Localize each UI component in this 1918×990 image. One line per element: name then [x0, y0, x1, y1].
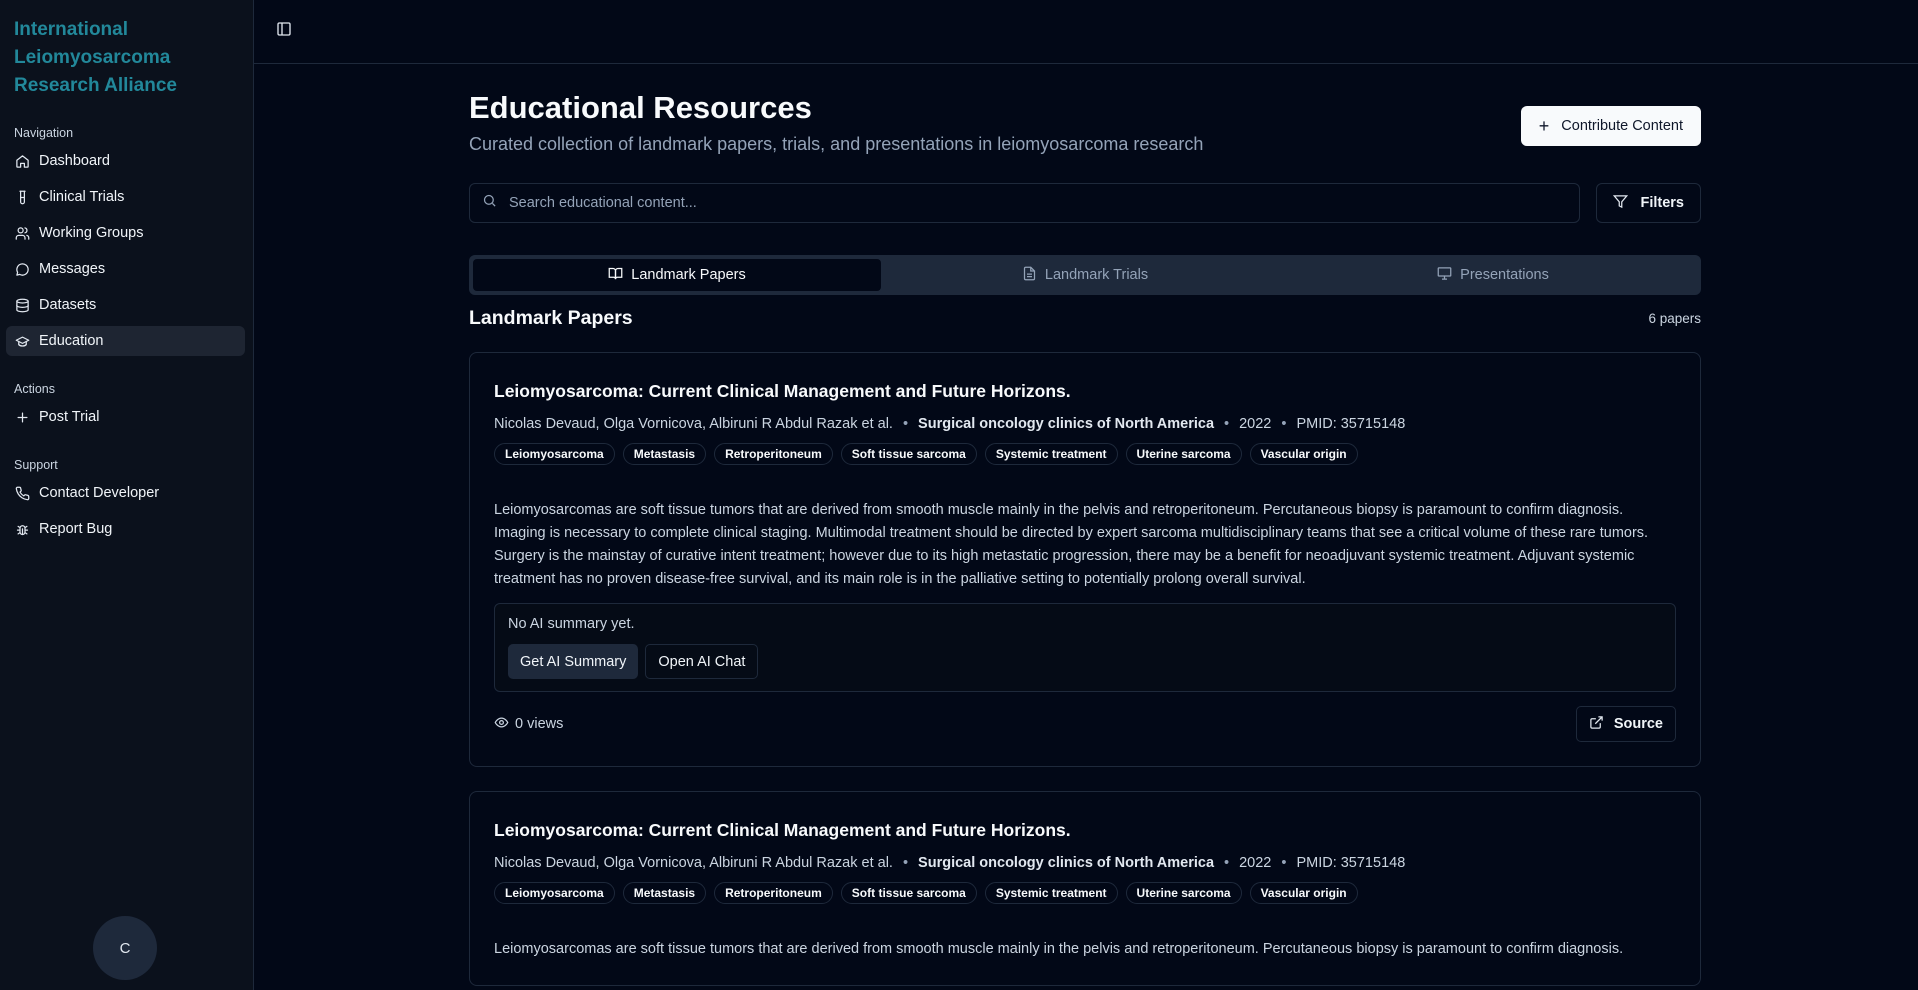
sidebar: [0, 0, 254, 990]
paper-pmid: PMID: 35715148: [1296, 855, 1406, 871]
navigation-label: Navigation: [14, 126, 74, 140]
tag[interactable]: Soft tissue sarcoma: [841, 882, 977, 904]
paper-year: 2022: [1239, 416, 1272, 432]
tag[interactable]: Leiomyosarcoma: [494, 443, 615, 465]
graduation-cap-icon: [14, 333, 30, 349]
page-header: [469, 88, 1701, 155]
main-content: [254, 0, 1918, 990]
views-label: 0 views: [515, 716, 564, 732]
paper-authors: Nicolas Devaud, Olga Vornicova, Albiruni R Abdul Razak et al.: [494, 416, 893, 432]
sidebar-item-report-bug[interactable]: [6, 514, 245, 544]
sidebar-item-clinical-trials[interactable]: [6, 182, 245, 212]
content-tabs: [469, 255, 1701, 295]
message-icon: [14, 261, 30, 277]
paper-meta: [494, 855, 1676, 871]
actions-label: Actions: [14, 382, 55, 396]
file-text-icon: [1022, 266, 1045, 285]
paper-card: [469, 791, 1701, 986]
tag[interactable]: Soft tissue sarcoma: [841, 443, 977, 465]
sidebar-item-label: Clinical Trials: [39, 189, 125, 205]
separator-dot: •: [1281, 855, 1287, 871]
users-icon: [14, 225, 30, 241]
paper-count: 6 papers: [1648, 311, 1701, 326]
sidebar-item-label: Dashboard: [39, 153, 110, 169]
sidebar-item-label: Working Groups: [39, 225, 144, 241]
tab-label: Presentations: [1460, 267, 1549, 283]
paper-footer: [494, 706, 1676, 742]
presentation-icon: [1437, 266, 1460, 285]
tag[interactable]: Uterine sarcoma: [1126, 443, 1242, 465]
paper-journal: Surgical oncology clinics of North America: [918, 855, 1215, 871]
paper-title[interactable]: Leiomyosarcoma: Current Clinical Management and Future Horizons.: [494, 820, 1071, 840]
support-label: Support: [14, 458, 58, 472]
sidebar-item-label: Datasets: [39, 297, 97, 313]
tag[interactable]: Leiomyosarcoma: [494, 882, 615, 904]
separator-dot: •: [902, 416, 909, 432]
plus-icon: [14, 409, 30, 425]
tag[interactable]: Metastasis: [623, 882, 706, 904]
test-tube-icon: [14, 189, 30, 205]
separator-dot: •: [1281, 416, 1287, 432]
sidebar-item-messages[interactable]: [6, 254, 245, 284]
search-icon: [482, 193, 509, 213]
sidebar-item-label: Education: [39, 333, 104, 349]
section-title: Landmark Papers: [469, 307, 633, 329]
tab-label: Landmark Trials: [1044, 267, 1149, 283]
sidebar-item-label: Messages: [39, 261, 106, 277]
tag[interactable]: Uterine sarcoma: [1126, 882, 1242, 904]
plus-icon: +: [1538, 116, 1550, 136]
sidebar-item-working-groups[interactable]: [6, 218, 245, 248]
paper-abstract: Leiomyosarcomas are soft tissue tumors that are derived from smooth muscle mainly in the pelvis and retroperitoneum. Percutaneous biopsy is paramount to confirm diagnosis. Imaging is necessary to complete clinical staging. Multimodal treatment should be directed by expert sarcoma multidisciplinary teams that see a critical volume of these rare tumors. Surgery is the mainstay of curative intent treatment; however due to its high metastatic progression, there may be a benefit for neoadjuvant systemic treatment. Adjuvant systemic treatment has no proven disease-free survival, and its main role is in the palliative setting to potentially prolong overall survival.: [494, 502, 1649, 587]
tag[interactable]: Retroperitoneum: [714, 443, 833, 465]
contribute-content-button[interactable]: [1521, 106, 1701, 146]
views-count: [494, 715, 563, 734]
paper-card: [469, 352, 1701, 767]
page-content: [469, 64, 1701, 986]
sidebar-item-dashboard[interactable]: [6, 146, 245, 176]
external-link-icon: [1589, 715, 1614, 734]
tag[interactable]: Retroperitoneum: [714, 882, 833, 904]
paper-authors: Nicolas Devaud, Olga Vornicova, Albiruni R Abdul Razak et al.: [494, 855, 893, 871]
page-subtitle: Curated collection of landmark papers, trials, and presentations in leiomyosarcoma research: [469, 134, 1204, 154]
ai-summary-box: [494, 603, 1676, 692]
separator-dot: •: [1224, 416, 1230, 432]
tab-landmark-papers[interactable]: [473, 259, 881, 291]
sidebar-item-education[interactable]: [6, 326, 245, 356]
eye-icon: [494, 715, 515, 734]
ai-summary-status: No AI summary yet.: [508, 616, 635, 632]
tab-landmark-trials[interactable]: [881, 259, 1289, 291]
paper-tags: [494, 882, 1676, 904]
phone-icon: [14, 485, 30, 501]
get-ai-summary-button[interactable]: Get AI Summary: [508, 644, 638, 679]
paper-meta: [494, 416, 1676, 432]
filter-icon: [1613, 194, 1640, 213]
tab-presentations[interactable]: [1289, 259, 1697, 291]
paper-title[interactable]: Leiomyosarcoma: Current Clinical Management and Future Horizons.: [494, 381, 1071, 401]
open-ai-chat-button[interactable]: Open AI Chat: [645, 644, 758, 679]
search-box: [469, 183, 1580, 223]
sidebar-item-contact-developer[interactable]: [6, 478, 245, 508]
ai-actions: [508, 644, 1662, 679]
contribute-content-label: Contribute Content: [1561, 118, 1683, 134]
home-icon: [14, 153, 30, 169]
paper-journal: Surgical oncology clinics of North America: [918, 416, 1215, 432]
sidebar-item-label: Report Bug: [39, 521, 113, 537]
avatar[interactable]: C: [93, 916, 157, 980]
sidebar-item-datasets[interactable]: [6, 290, 245, 320]
sidebar-toggle-icon[interactable]: [276, 21, 292, 42]
database-icon: [14, 297, 30, 313]
tag[interactable]: Vascular origin: [1250, 443, 1358, 465]
tab-label: Landmark Papers: [631, 267, 746, 283]
sidebar-item-label: Contact Developer: [39, 485, 160, 501]
search-input[interactable]: [509, 195, 1579, 211]
separator-dot: •: [1224, 855, 1230, 871]
sidebar-item-post-trial[interactable]: [6, 402, 245, 432]
separator-dot: •: [902, 855, 909, 871]
topbar: [254, 0, 1918, 64]
tag[interactable]: Systemic treatment: [985, 882, 1118, 904]
page-title: Educational Resources: [469, 90, 812, 125]
source-label: Source: [1613, 716, 1663, 732]
bug-icon: [14, 521, 30, 537]
tag[interactable]: Systemic treatment: [985, 443, 1118, 465]
tag[interactable]: Vascular origin: [1250, 882, 1358, 904]
brand-name[interactable]: International Leiomyosarcoma Research Alliance: [14, 19, 177, 96]
source-button[interactable]: [1576, 706, 1676, 742]
section-header: [469, 307, 1701, 330]
filters-label: Filters: [1640, 195, 1684, 211]
sidebar-item-label: Post Trial: [39, 409, 100, 425]
paper-year: 2022: [1239, 855, 1272, 871]
tag[interactable]: Metastasis: [623, 443, 706, 465]
paper-pmid: PMID: 35715148: [1296, 416, 1406, 432]
filters-button[interactable]: [1596, 183, 1701, 223]
paper-abstract: Leiomyosarcomas are soft tissue tumors that are derived from smooth muscle mainly in the pelvis and retroperitoneum. Percutaneous biopsy is paramount to confirm diagnosis.: [494, 941, 1624, 957]
search-row: [469, 183, 1701, 223]
paper-tags: [494, 443, 1676, 465]
book-open-icon: [608, 266, 631, 285]
